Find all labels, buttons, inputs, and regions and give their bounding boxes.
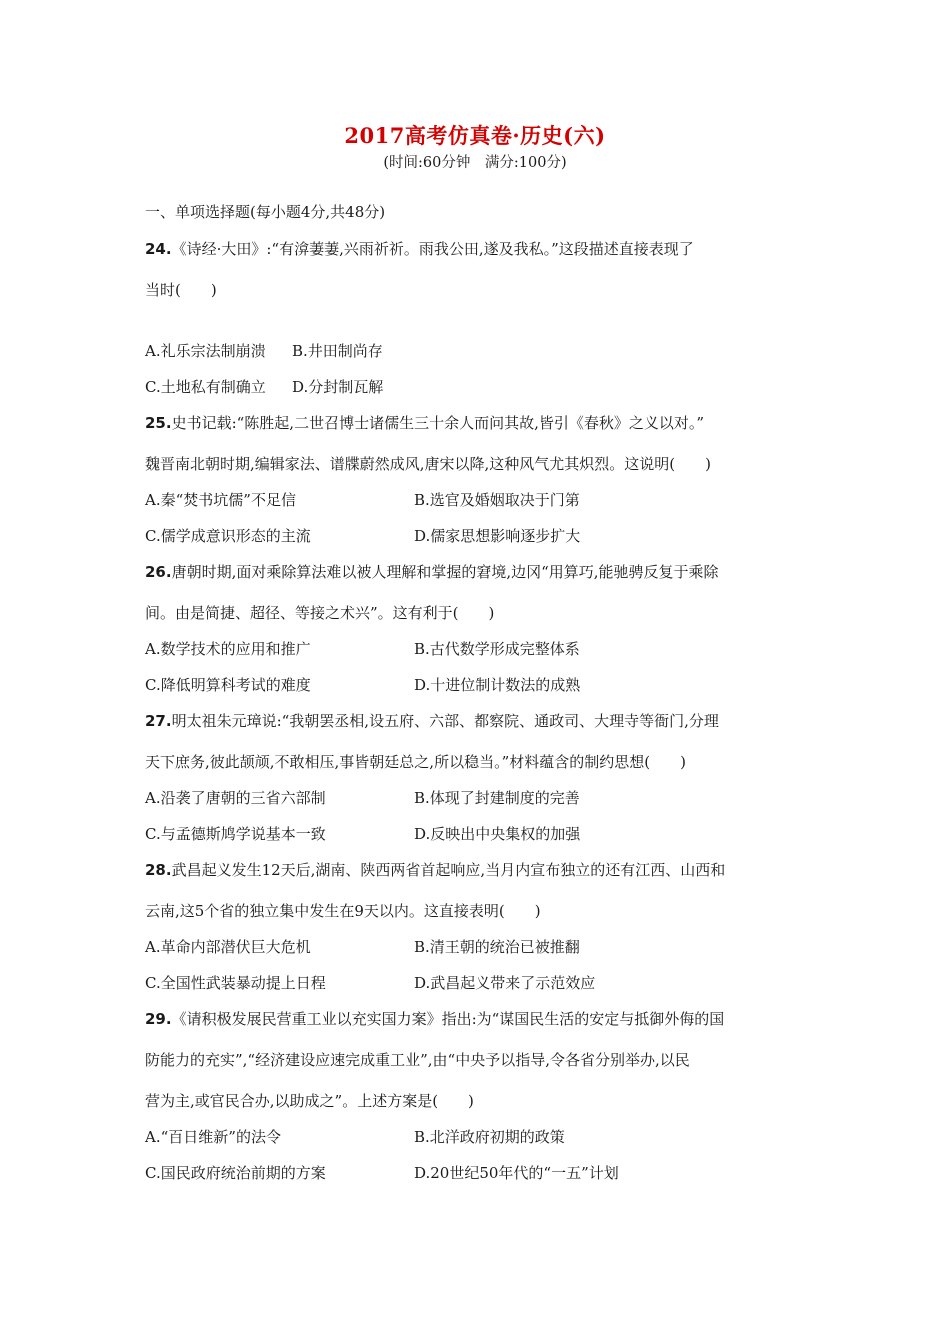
question-28-line-2: 云南,这5个省的独立集中发生在9天以内。这直接表明( ) bbox=[145, 902, 541, 920]
question-26-line-1: 26.唐朝时期,面对乘除算法难以被人理解和掌握的窘境,边冈“用算巧,能驰骋反复于乘除 bbox=[145, 563, 719, 581]
question-27-line-1: 27.明太祖朱元璋说:“我朝罢丞相,设五府、六部、都察院、通政司、大理寺等衙门,分理 bbox=[145, 712, 719, 730]
question-27-option-b[interactable]: B.体现了封建制度的完善 bbox=[414, 789, 580, 807]
question-28-option-c[interactable]: C.全国性武装暴动提上日程 bbox=[145, 974, 326, 992]
page-title: 2017高考仿真卷·历史(六) bbox=[344, 123, 606, 148]
question-25-option-d[interactable]: D.儒家思想影响逐步扩大 bbox=[414, 527, 581, 545]
question-26-option-b[interactable]: B.古代数学形成完整体系 bbox=[414, 640, 580, 658]
question-number: 26. bbox=[145, 563, 172, 581]
question-26-option-d[interactable]: D.十进位制计数法的成熟 bbox=[414, 676, 581, 694]
question-27-option-d[interactable]: D.反映出中央集权的加强 bbox=[414, 825, 581, 843]
question-27-option-c[interactable]: C.与孟德斯鸠学说基本一致 bbox=[145, 825, 326, 843]
question-number: 25. bbox=[145, 414, 172, 432]
question-24-option-d[interactable]: D.分封制瓦解 bbox=[292, 378, 384, 396]
question-29-line-1: 29.《请积极发展民营重工业以充实国力案》指出:为“谋国民生活的安定与抵御外侮的国 bbox=[145, 1010, 725, 1028]
question-29-line-2: 防能力的充实”,“经济建设应速完成重工业”,由“中央予以指导,令各省分别举办,以民 bbox=[145, 1051, 690, 1069]
question-27-option-a[interactable]: A.沿袭了唐朝的三省六部制 bbox=[145, 789, 326, 807]
question-number: 28. bbox=[145, 861, 172, 879]
question-24-option-b[interactable]: B.井田制尚存 bbox=[292, 342, 383, 360]
question-29-line-3: 营为主,或官民合办,以助成之”。上述方案是( ) bbox=[145, 1092, 474, 1110]
question-29-option-b[interactable]: B.北洋政府初期的政策 bbox=[414, 1128, 565, 1146]
question-25-option-c[interactable]: C.儒学成意识形态的主流 bbox=[145, 527, 311, 545]
exam-info: (时间:60分钟 满分:100分) bbox=[383, 155, 567, 171]
question-25-line-1: 25.史书记载:“陈胜起,二世召博士诸儒生三十余人而问其故,皆引《春秋》之义以对。” bbox=[145, 414, 705, 432]
question-26-option-a[interactable]: A.数学技术的应用和推广 bbox=[145, 640, 311, 658]
question-28-option-b[interactable]: B.清王朝的统治已被推翻 bbox=[414, 938, 580, 956]
question-29-option-d[interactable]: D.20世纪50年代的“一五”计划 bbox=[414, 1164, 619, 1182]
question-number: 24. bbox=[145, 240, 172, 258]
question-number: 27. bbox=[145, 712, 172, 730]
question-29-option-c[interactable]: C.国民政府统治前期的方案 bbox=[145, 1164, 326, 1182]
question-29-option-a[interactable]: A.“百日维新”的法令 bbox=[145, 1128, 281, 1146]
question-25-option-a[interactable]: A.秦“焚书坑儒”不足信 bbox=[145, 491, 296, 509]
question-27-line-2: 天下庶务,彼此颉颃,不敢相压,事皆朝廷总之,所以稳当。”材料蕴含的制约思想( ) bbox=[145, 753, 686, 771]
question-25-option-b[interactable]: B.选官及婚姻取决于门第 bbox=[414, 491, 580, 509]
question-24-line-2: 当时( ) bbox=[145, 281, 217, 299]
question-28-option-a[interactable]: A.革命内部潜伏巨大危机 bbox=[145, 938, 311, 956]
question-26-option-c[interactable]: C.降低明算科考试的难度 bbox=[145, 676, 311, 694]
section-heading: 一、单项选择题(每小题4分,共48分) bbox=[145, 203, 386, 221]
question-25-line-2: 魏晋南北朝时期,编辑家法、谱牒蔚然成风,唐宋以降,这种风气尤其炽烈。这说明( ) bbox=[145, 455, 712, 473]
question-28-line-1: 28.武昌起义发生12天后,湖南、陕西两省首起响应,当月内宣布独立的还有江西、山西和 bbox=[145, 861, 726, 879]
question-24-line-1: 24.《诗经·大田》:“有渰萋萋,兴雨祈祈。雨我公田,遂及我私。”这段描述直接表现了 bbox=[145, 240, 694, 258]
question-24-option-a[interactable]: A.礼乐宗法制崩溃 bbox=[145, 342, 266, 360]
question-24-option-c[interactable]: C.土地私有制确立 bbox=[145, 378, 266, 396]
question-number: 29. bbox=[145, 1010, 172, 1028]
question-26-line-2: 间。由是简捷、超径、等接之术兴”。这有利于( ) bbox=[145, 604, 495, 622]
question-28-option-d[interactable]: D.武昌起义带来了示范效应 bbox=[414, 974, 596, 992]
